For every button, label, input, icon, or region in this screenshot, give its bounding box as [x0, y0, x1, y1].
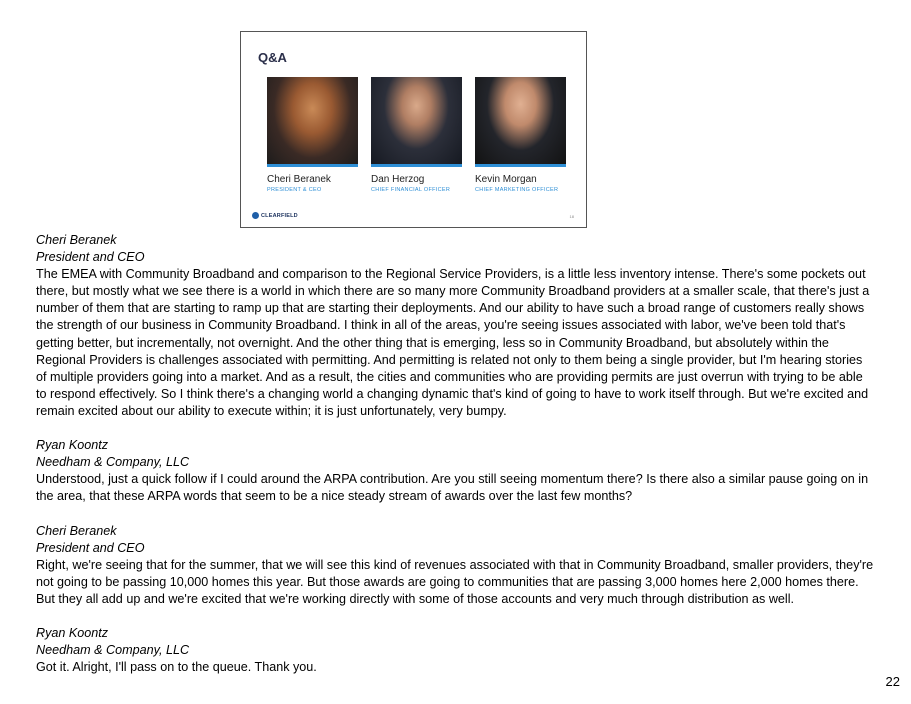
- speaker-text: Understood, just a quick follow if I could around the ARPA contribution. Are you still seeing momentum there? Is there also a similar pause going on in the area, that these ARPA words that seem to be a nice steady stream of awards over the last few months?: [36, 472, 869, 504]
- person-name: Dan Herzog: [371, 174, 425, 185]
- speaker-text: Right, we're seeing that for the summer, that we will see this kind of revenues associated with that in Community Broadband, smaller providers, they're not going to be passing 10,000 homes this year. But those awards are going to communities that are passing 3,000 homes here 2,000 homes there. But they all add up and we're excited that we're working directly with some of those accounts and very much through distribution as well.: [36, 557, 874, 606]
- photo-kevin-morgan: [475, 77, 566, 167]
- qa-slide-image: [240, 31, 587, 228]
- clearfield-logo-icon: [252, 212, 259, 219]
- speaker-name: Cheri Beranek: [36, 523, 117, 538]
- speaker-affiliation: Needham & Company, LLC: [36, 643, 190, 658]
- speaker-name: Cheri Beranek: [36, 233, 117, 247]
- slide-number: 18: [569, 214, 574, 219]
- speaker-affiliation: President and CEO: [36, 540, 145, 555]
- person-name: Cheri Beranek: [267, 174, 331, 185]
- transcript-block: [36, 232, 876, 420]
- transcript: [36, 232, 876, 694]
- logo-text: CLEARFIELD: [261, 212, 298, 219]
- speaker-affiliation: President and CEO: [36, 250, 145, 265]
- speaker-name: Ryan Koontz: [36, 626, 109, 641]
- transcript-block: [36, 625, 876, 676]
- speaker-name: Ryan Koontz: [36, 438, 109, 453]
- person-name: Kevin Morgan: [475, 174, 537, 185]
- photo-cheri-beranek: [267, 77, 358, 167]
- person-role: CHIEF MARKETING OFFICER: [475, 187, 559, 193]
- transcript-block: [36, 523, 876, 608]
- speaker-text: Got it. Alright, I'll pass on to the queue. Thank you.: [36, 660, 317, 675]
- photo-dan-herzog: [371, 77, 462, 167]
- speaker-affiliation: Needham & Company, LLC: [36, 455, 190, 470]
- clearfield-logo: [252, 212, 298, 219]
- slide-title: Q&A: [258, 50, 287, 65]
- page-number: 22: [885, 674, 900, 689]
- person-role: PRESIDENT & CEO: [267, 187, 322, 193]
- person-role: CHIEF FINANCIAL OFFICER: [371, 187, 451, 193]
- transcript-block: [36, 437, 876, 505]
- speaker-text: The EMEA with Community Broadband and comparison to the Regional Service Providers, is a little less inventory intense. There's some pockets out there, but mostly what we see there is a world in which there are so many more Community Broadband providers at a smaller scale, that there's just a number of them that are starting to ramp up that are starting their deployments. And our ability to have such a broad range of customers really shows the strength of our business in Community Broadband. I think in all of the areas, you're seeing issues associated with labor, we've been told that's getting better, but incrementally, not overnight. And the other thing that is emerging, less so in Community Broadband, but absolutely within the Regional Providers is challenges associated with permitting. And permitting is related not only to them being a single provider, but I'm hearing stories of multiple providers going into a market. And as a result, the cities and communities who are providing permits are just overrun with trying to be able to respond effectively. So I think there's a changing world a changing dynamic that's kind of going to have to work itself through. But we're excited and remain excited about our ability to execute within; it is just unfortunately, very bumpy.: [36, 267, 870, 418]
